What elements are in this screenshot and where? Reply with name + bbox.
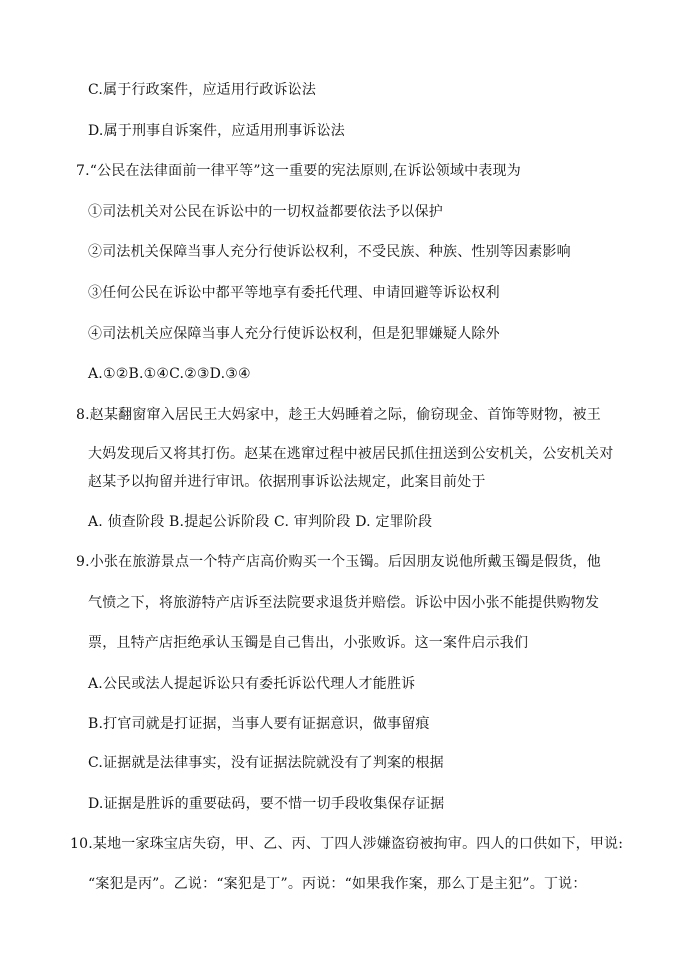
question-8-cont-2: 赵某予以拘留并进行审讯。依据刑事诉讼法规定，此案目前处于 — [88, 474, 486, 490]
statement-7-4: ④司法机关应保障当事人充分行使诉讼权利，但是犯罪嫌疑人除外 — [88, 326, 500, 342]
option-9c: C.证据就是法律事实，没有证据法院就没有了判案的根据 — [88, 755, 444, 771]
question-9-cont-2: 票，且特产店拒绝承认玉镯是自己售出，小张败诉。这一案件启示我们 — [88, 635, 529, 651]
options-7: A.①②B.①④C.②③D.③④ — [88, 366, 251, 382]
option-9a: A.公民或法人提起诉讼只有委托诉讼代理人才能胜诉 — [88, 676, 416, 692]
option-6c: C.属于行政案件，应适用行政诉讼法 — [88, 82, 317, 98]
statement-7-2: ②司法机关保障当事人充分行使诉讼权利，不受民族、种族、性别等因素影响 — [88, 244, 571, 260]
question-7: 7.“公民在法律面前一律平等”这一重要的宪法原则,在诉讼领域中表现为 — [76, 163, 521, 179]
question-8: 8.赵某翻窗窜入居民王大妈家中，趁王大妈睡着之际，偷窃现金、首饰等财物，被王 — [76, 407, 601, 423]
option-6d: D.属于刑事自诉案件，应适用刑事诉讼法 — [88, 123, 345, 139]
option-9b: B.打官司就是打证据，当事人要有证据意识，做事留痕 — [88, 716, 430, 732]
statement-7-3: ③任何公民在诉讼中都平等地享有委托代理、申请回避等诉讼权利 — [88, 285, 500, 301]
question-10: 10.某地一家珠宝店失窃，甲、乙、丙、丁四人涉嫌盗窃被拘审。四人的口供如下，甲说: — [70, 836, 624, 852]
question-9: 9.小张在旅游景点一个特产店高价购买一个玉镯。后因朋友说他所戴玉镯是假货，他 — [76, 554, 601, 570]
question-10-cont-1: “案犯是丙”。乙说：“案犯是丁”。丙说：“如果我作案，那么丁是主犯”。丁说： — [88, 876, 587, 892]
question-8-cont-1: 大妈发现后又将其打伤。赵某在逃窜过程中被居民抓住扭送到公安机关，公安机关对 — [88, 446, 614, 462]
option-9d: D.证据是胜诉的重要砝码，要不惜一切手段收集保存证据 — [88, 796, 445, 812]
statement-7-1: ①司法机关对公民在诉讼中的一切权益都要依法予以保护 — [88, 204, 443, 220]
options-8: A. 侦查阶段 B.提起公诉阶段 C. 审判阶段 D. 定罪阶段 — [88, 514, 433, 530]
question-9-cont-1: 气愤之下，将旅游特产店诉至法院要求退货并赔偿。诉讼中因小张不能提供购物发 — [88, 595, 600, 611]
